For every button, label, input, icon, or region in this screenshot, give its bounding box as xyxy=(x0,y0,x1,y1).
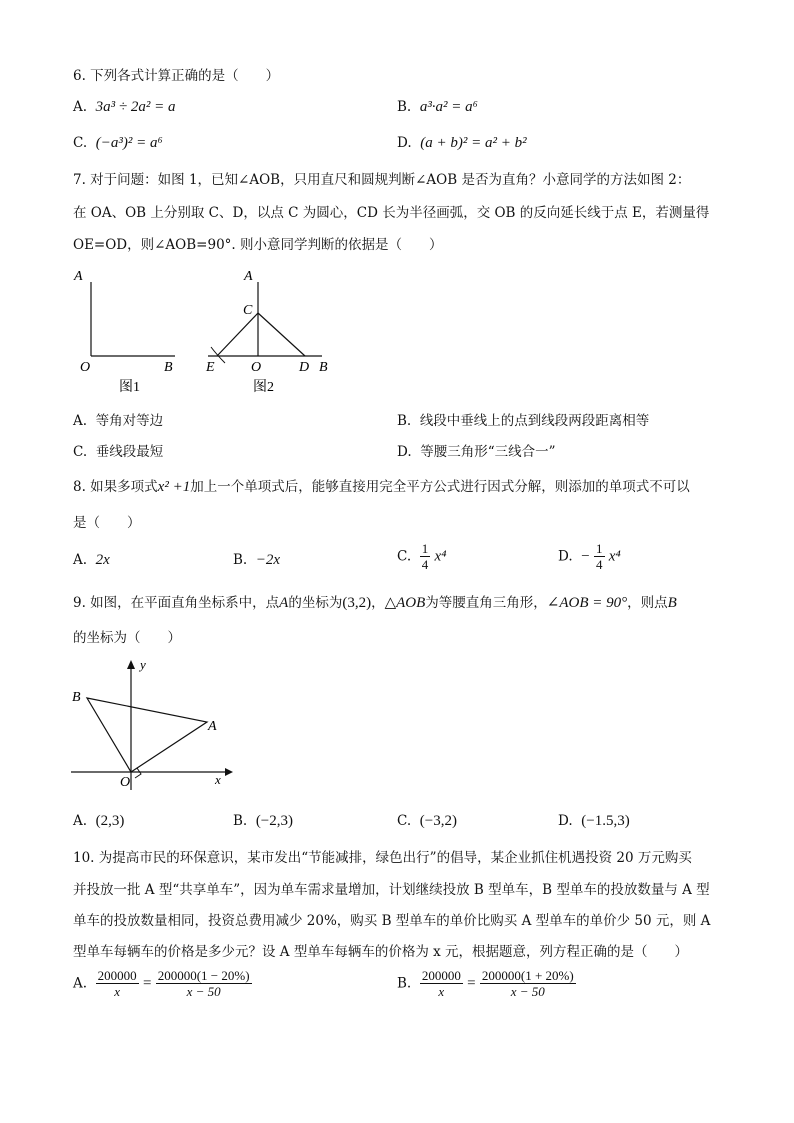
label-y: y xyxy=(140,657,146,672)
option-expression: 3a³ ÷ 2a² = a xyxy=(95,99,176,115)
fraction xyxy=(420,541,431,572)
option-letter: C. xyxy=(397,813,412,829)
fraction-numerator: 1 xyxy=(421,541,429,556)
option-letter: A. xyxy=(73,813,88,829)
stem-text: ，则点 xyxy=(627,595,668,611)
q10-option-a[interactable] xyxy=(73,968,252,999)
label-o: O xyxy=(251,360,262,375)
q7-figures xyxy=(65,262,350,397)
option-letter: A. xyxy=(73,552,88,568)
fraction-numerator: 200000(1 − 20%) xyxy=(157,968,250,983)
fraction-left xyxy=(420,968,463,999)
label-a: A xyxy=(74,269,83,284)
fraction-right xyxy=(480,968,576,999)
segment-ce xyxy=(217,313,258,356)
option-letter: A. xyxy=(73,975,88,992)
option-expression: (−a³)² = a⁶ xyxy=(95,135,163,151)
option-text: 等腰三角形“三线合一” xyxy=(420,444,556,460)
q6-option-d[interactable] xyxy=(397,134,527,152)
q7-figure-1 xyxy=(73,269,175,395)
stem-text: 8. 如果多项式 xyxy=(73,479,158,495)
option-letter: B. xyxy=(397,99,412,115)
option-expression: (−1.5,3) xyxy=(581,813,630,829)
option-text: 等角对等边 xyxy=(95,413,164,429)
coordinate: (3,2) xyxy=(342,595,372,611)
segment-cd xyxy=(258,313,305,356)
point-b: B xyxy=(667,595,677,611)
option-letter: B. xyxy=(233,813,248,829)
q8-stem-line1 xyxy=(73,478,690,496)
option-expression: (−3,2) xyxy=(419,813,457,829)
q7-stem-line2: 在 OA、OB 上分别取 C、D，以点 C 为圆心，CD 长为半径画弧，交 OB 的反向延长线于点 E，若测量得 xyxy=(73,205,710,221)
stem-text: 为等腰直角三角形， xyxy=(425,595,547,611)
fraction-denominator: x − 50 xyxy=(510,984,545,999)
fraction-denominator: 4 xyxy=(421,557,429,572)
equals-sign: = xyxy=(142,975,152,992)
minus-sign: − xyxy=(581,548,590,565)
q9-stem-line1 xyxy=(73,594,677,612)
q8-stem-line2: 是（ ） xyxy=(73,515,141,531)
x-axis-arrow xyxy=(225,768,233,776)
label-c: C xyxy=(243,303,253,318)
fraction-numerator: 200000 xyxy=(421,968,461,983)
q10-stem-line4: 型单车每辆车的价格是多少元？设 A 型单车每辆车的价格为 x 元，根据题意，列方程正确的是（ ） xyxy=(73,944,689,960)
q7-stem-line3: OE=OD，则∠AOB=90°. 则小意同学判断的依据是（ ） xyxy=(73,237,443,253)
option-letter: A. xyxy=(73,413,88,429)
q8-option-d[interactable] xyxy=(558,541,621,572)
q10-stem-line3: 单车的投放数量相同，投资总费用减少 20%，购买 B 型单车的单价比购买 A 型单车的单价少 50 元，则 A xyxy=(73,913,711,929)
fraction-right xyxy=(156,968,252,999)
label-b: B xyxy=(164,360,173,375)
triangle-aob xyxy=(87,698,207,772)
option-letter: D. xyxy=(558,548,573,565)
option-letter: D. xyxy=(558,813,573,829)
q8-option-b[interactable] xyxy=(233,551,280,569)
stem-text: 的坐标为 xyxy=(288,595,343,611)
option-text: 线段中垂线上的点到线段两段距离相等 xyxy=(419,413,650,429)
option-letter: C. xyxy=(73,444,88,460)
fraction-numerator: 200000(1 + 20%) xyxy=(481,968,574,983)
fraction xyxy=(594,541,605,572)
figure-caption-1: 图1 xyxy=(119,380,140,395)
q7-figure-2 xyxy=(205,269,328,395)
q7-option-d[interactable] xyxy=(397,443,556,461)
option-letter: B. xyxy=(397,413,412,429)
option-letter: C. xyxy=(73,135,88,151)
q6-option-a[interactable] xyxy=(73,98,176,116)
fraction-denominator: x xyxy=(114,984,121,999)
fraction-numerator: 1 xyxy=(596,541,603,556)
option-expression: x⁴ xyxy=(434,548,447,565)
triangle-name: △AOB xyxy=(384,595,426,611)
label-b: B xyxy=(319,360,328,375)
q10-option-b[interactable] xyxy=(397,968,576,999)
q7-option-a[interactable] xyxy=(73,412,163,430)
label-d: D xyxy=(299,360,310,375)
option-letter: B. xyxy=(397,975,412,992)
label-a: A xyxy=(244,269,253,284)
q9-option-d[interactable] xyxy=(558,812,630,830)
option-letter: D. xyxy=(397,444,412,460)
q10-stem-line2: 并投放一批 A 型“共享单车”，因为单车需求量增加，计划继续投放 B 型单车，B 型单车的投放数量与 A 型 xyxy=(73,882,710,898)
option-expression: (a + b)² = a² + b² xyxy=(420,135,527,151)
q9-coordinate-figure xyxy=(65,655,240,795)
q7-option-b[interactable] xyxy=(397,412,649,430)
option-expression: x⁴ xyxy=(608,548,621,565)
option-expression: −2x xyxy=(255,552,281,568)
label-a: A xyxy=(208,719,217,734)
q6-stem: 6. 下列各式计算正确的是（ ） xyxy=(73,68,280,84)
option-expression: (−2,3) xyxy=(255,813,294,829)
label-x: x xyxy=(215,772,221,787)
stem-text: 9. 如图，在平面直角坐标系中，点 xyxy=(73,595,280,611)
q8-option-c[interactable] xyxy=(397,541,446,572)
label-e: E xyxy=(206,360,215,375)
q9-option-a[interactable] xyxy=(73,812,124,830)
y-axis-arrow xyxy=(127,660,135,669)
q7-option-c[interactable] xyxy=(73,443,163,461)
fraction-denominator: x xyxy=(438,984,445,999)
polynomial: x² +1 xyxy=(157,479,191,495)
stem-text: ， xyxy=(371,595,385,611)
option-text: 垂线段最短 xyxy=(95,444,164,460)
q8-option-a[interactable] xyxy=(73,551,110,569)
figure-caption-2: 图2 xyxy=(253,380,274,395)
option-expression: 2x xyxy=(95,552,110,568)
option-expression: (2,3) xyxy=(95,813,125,829)
option-letter: A. xyxy=(73,99,88,115)
option-letter: C. xyxy=(397,548,412,565)
fraction-numerator: 200000 xyxy=(97,968,137,983)
label-o: O xyxy=(120,775,131,790)
fraction-denominator: 4 xyxy=(596,557,603,572)
point-a: A xyxy=(279,595,289,611)
stem-text: 加上一个单项式后，能够直接用完全平方公式进行因式分解，则添加的单项式不可以 xyxy=(190,479,690,495)
right-angle-mark xyxy=(135,768,141,778)
q9-stem-line2: 的坐标为（ ） xyxy=(73,630,181,646)
angle-expression: ∠AOB = 90° xyxy=(546,595,628,611)
option-expression: a³·a² = a⁶ xyxy=(419,99,478,115)
q9-option-c[interactable] xyxy=(397,812,457,830)
q9-option-b[interactable] xyxy=(233,812,293,830)
equals-sign: = xyxy=(467,975,476,992)
option-letter: D. xyxy=(397,135,412,151)
label-o: O xyxy=(80,360,91,375)
option-letter: B. xyxy=(233,552,248,568)
q10-stem-line1: 10. 为提高市民的环保意识，某市发出“节能减排，绿色出行”的倡导，某企业抓住机遇投资 20 万元购买 xyxy=(73,850,692,866)
q6-option-c[interactable] xyxy=(73,134,163,152)
label-b: B xyxy=(72,690,81,705)
fraction-left xyxy=(96,968,139,999)
fraction-denominator: x − 50 xyxy=(186,984,221,999)
q6-option-b[interactable] xyxy=(397,98,478,116)
q7-stem-line1: 7. 对于问题：如图 1，已知∠AOB，只用直尺和圆规判断∠AOB 是否为直角？小意同学的方法如图 2： xyxy=(73,172,691,188)
